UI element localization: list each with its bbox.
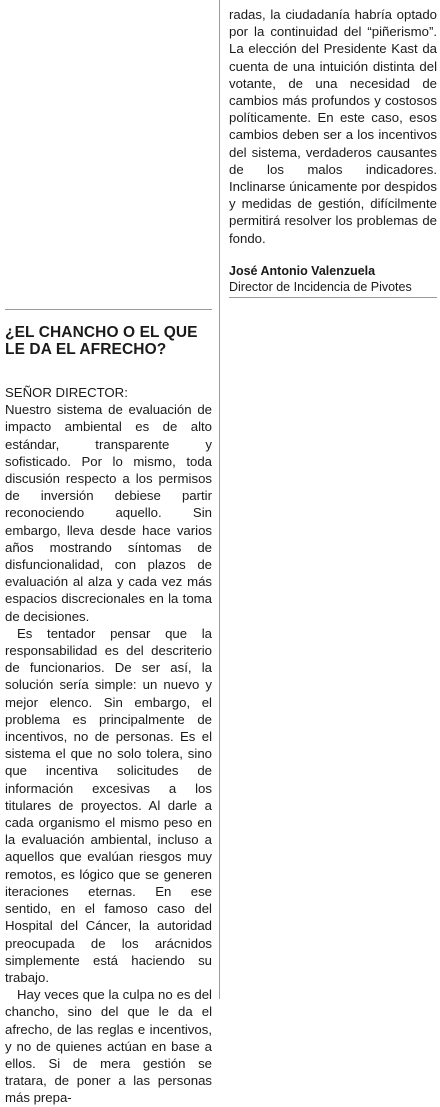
left-column xyxy=(5,308,212,1107)
column-divider xyxy=(219,0,220,999)
letter-paragraph-3: Hay veces que la culpa no es del chancho, sino del que le da el afrecho, de las reglas e incentivos, y no de quienes actúan en base a ellos. Si de mera gestión se tratara, de poner a las personas más prepa- xyxy=(5,987,212,1106)
letter-salutation: SEÑOR DIRECTOR: xyxy=(5,385,128,400)
letter-paragraph-2: Es tentador pensar que la responsabilidad es del descriterio de funcionarios. De ser así, la solución sería simple: un nuevo y mejor elenco. Sin embargo, el problema es principalmente de incentivos, no de personas. Es el sistema el que no solo tolera, sino que incentiva solicitudes de información excesivas a los titulares de proyectos. Al darle a cada organismo el mismo peso en la evaluación ambiental, incluso a aquellos que evalúan riesgos muy remotos, es lógico que se generen iteraciones eternas. En ese sentido, en el famoso caso del Hospital del Cáncer, la autoridad preocupada de los arácnidos simplemente está haciendo su trabajo. xyxy=(5,625,212,985)
letter-continuation-text: radas, la ciudadanía habría optado por la continuidad del “piñerismo”. La elección del Presidente Kast da cuenta de una intuición distinta del votante, de una necesidad de cambios más profundos y costosos políticamente. En este caso, esos cambios deben ser a los incentivos del sistema, verdaderos causantes de los malos indicadores. Inclinarse únicamente por despidos y medidas de gestión, difícilmente permitirá resolver los problemas de fondo. xyxy=(229,7,437,246)
right-column xyxy=(229,6,437,295)
letter-paragraph-1: Nuestro sistema de evaluación de impacto ambiental es de alto estándar, transparente y sofisticado. Por lo mismo, toda discusión respecto a los permisos de inversión debiese partir reconociendo aquello. Sin embargo, lleva desde hace varios años mostrando síntomas de disfuncionalidad, con plazos de evaluación al alza y cada vez más espacios discrecionales en la toma de decisiones. xyxy=(5,402,212,624)
letter-headline: ¿EL CHANCHO O EL QUE LE DA EL AFRECHO? xyxy=(5,324,198,358)
signature-name: José Antonio Valenzuela xyxy=(229,263,376,278)
right-column-end-rule xyxy=(229,297,437,298)
signature-role: Director de Incidencia de Pivotes xyxy=(229,279,412,294)
letter-body xyxy=(5,401,212,1106)
